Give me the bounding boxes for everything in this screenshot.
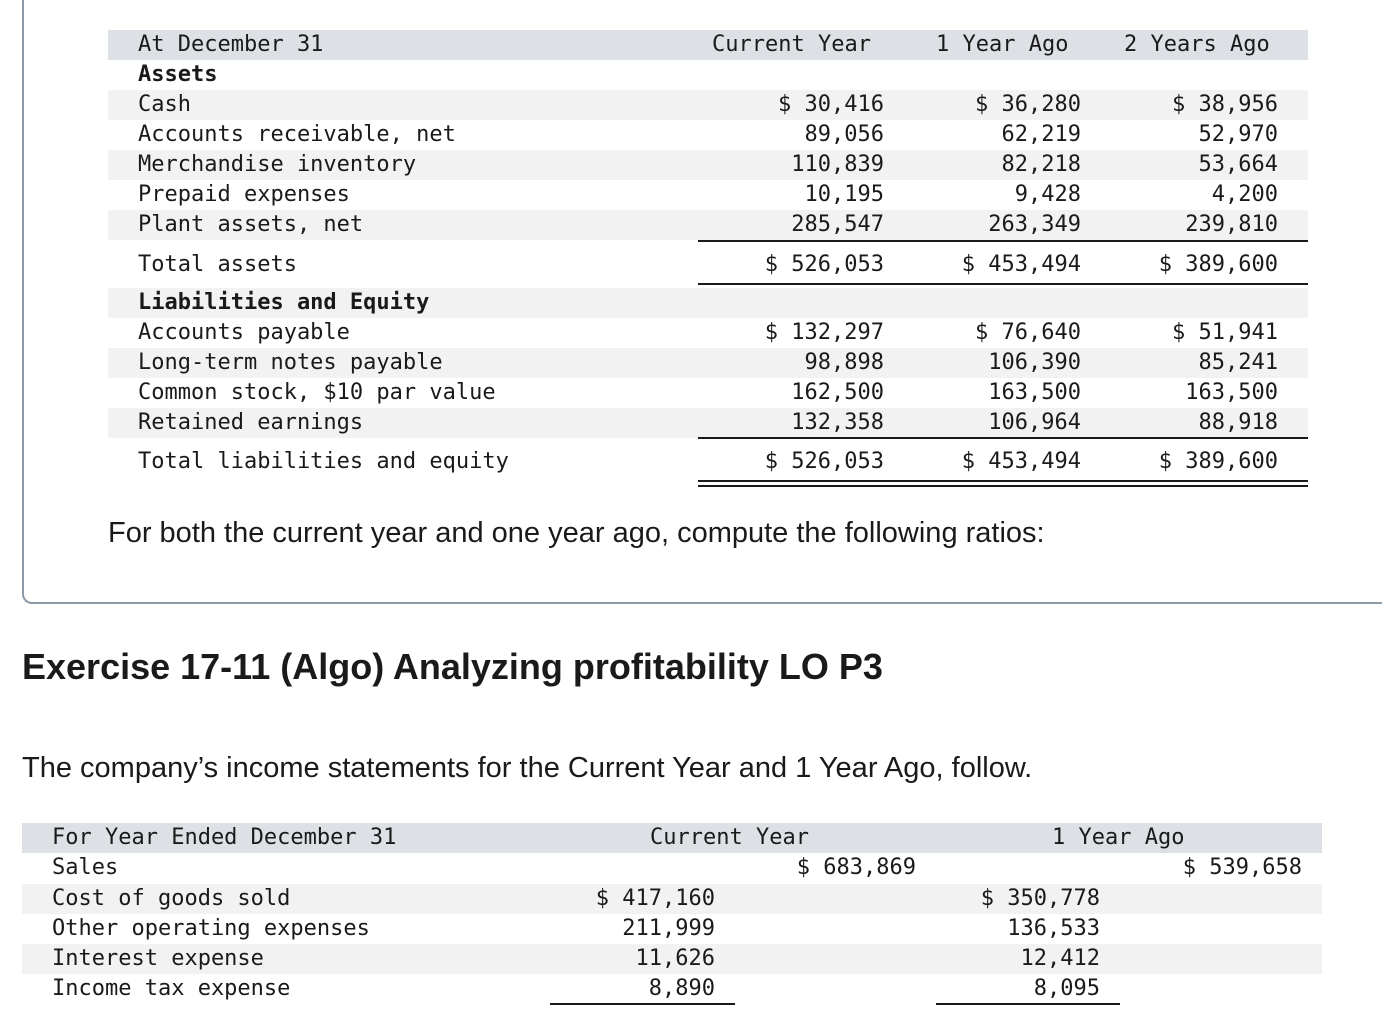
row-label: Cost of goods sold <box>52 886 291 911</box>
value-current: 10,195 <box>804 182 884 207</box>
header-current-year: Current Year <box>650 825 809 850</box>
value-current: $ 30,416 <box>778 92 884 117</box>
value-1-year-ago: $ 36,280 <box>975 92 1081 117</box>
value-1-year-ago: 9,428 <box>1014 182 1081 207</box>
row-label: Other operating expenses <box>52 916 370 941</box>
header-2-years-ago: 2 Years Ago <box>1124 32 1270 57</box>
value-current: 132,358 <box>791 410 884 435</box>
value-current: $ 526,053 <box>764 252 884 277</box>
row-label: Prepaid expenses <box>138 182 350 207</box>
value-current: $ 417,160 <box>595 886 715 911</box>
value-2-years-ago: 52,970 <box>1198 122 1278 147</box>
value-1-year-ago: $ 539,658 <box>1182 855 1302 880</box>
value-2-years-ago: $ 38,956 <box>1172 92 1278 117</box>
header-label: At December 31 <box>138 32 324 57</box>
subtotal-rule <box>698 437 1308 439</box>
row-label: Accounts receivable, net <box>138 122 456 147</box>
value-2-years-ago: 163,500 <box>1185 380 1278 405</box>
row-label: Sales <box>52 855 119 880</box>
value-2-years-ago: $ 51,941 <box>1172 320 1278 345</box>
value-1-year-ago: $ 453,494 <box>961 449 1081 474</box>
row-label: Interest expense <box>52 946 264 971</box>
row-label: Accounts payable <box>138 320 350 345</box>
intro-text: The company’s income statements for the Current Year and 1 Year Ago, follow. <box>22 752 1033 784</box>
value-2-years-ago: 53,664 <box>1198 152 1278 177</box>
value-current: $ 132,297 <box>764 320 884 345</box>
value-1-year-ago: $ 350,778 <box>980 886 1100 911</box>
section-liabilities-label: Liabilities and Equity <box>138 290 430 315</box>
row-label: Merchandise inventory <box>138 152 417 177</box>
value-1-year-ago: 263,349 <box>988 212 1081 237</box>
value-1-year-ago: 82,218 <box>1001 152 1081 177</box>
row-label: Common stock, $10 par value <box>138 380 496 405</box>
exercise-title: Exercise 17-11 (Algo) Analyzing profitability LO P3 <box>22 646 883 687</box>
row-label: Cash <box>138 92 191 117</box>
row-label: Total assets <box>138 252 297 277</box>
value-1-year-ago: 136,533 <box>1007 916 1100 941</box>
value-1-year-ago: $ 453,494 <box>961 252 1081 277</box>
value-1-year-ago: 8,095 <box>1033 976 1100 1001</box>
row-label: Plant assets, net <box>138 212 364 237</box>
value-current: 162,500 <box>791 380 884 405</box>
row-label: Long-term notes payable <box>138 350 443 375</box>
value-current: 98,898 <box>804 350 884 375</box>
value-current: 285,547 <box>791 212 884 237</box>
subtotal-rule <box>550 1003 735 1005</box>
value-current: $ 526,053 <box>764 449 884 474</box>
section-assets-label: Assets <box>138 62 218 87</box>
row-label: Income tax expense <box>52 976 291 1001</box>
value-current: 89,056 <box>804 122 884 147</box>
value-2-years-ago: $ 389,600 <box>1158 252 1278 277</box>
row-label: Total liabilities and equity <box>138 449 509 474</box>
value-1-year-ago: 12,412 <box>1020 946 1100 971</box>
value-1-year-ago: 106,964 <box>988 410 1081 435</box>
value-2-years-ago: 85,241 <box>1198 350 1278 375</box>
value-current: 110,839 <box>791 152 884 177</box>
value-1-year-ago: 163,500 <box>988 380 1081 405</box>
value-2-years-ago: 4,200 <box>1211 182 1278 207</box>
subtotal-rule <box>698 240 1308 242</box>
value-2-years-ago: 88,918 <box>1198 410 1278 435</box>
value-2-years-ago: $ 389,600 <box>1158 449 1278 474</box>
header-1-year-ago: 1 Year Ago <box>936 32 1069 57</box>
value-current: $ 683,869 <box>796 855 916 880</box>
header-1-year-ago: 1 Year Ago <box>1052 825 1185 850</box>
value-current: 11,626 <box>635 946 715 971</box>
row-label: Retained earnings <box>138 410 364 435</box>
value-current: 8,890 <box>648 976 715 1001</box>
value-current: 211,999 <box>622 916 715 941</box>
header-label: For Year Ended December 31 <box>52 825 397 850</box>
header-current-year: Current Year <box>712 32 871 57</box>
total-double-rule <box>698 480 1308 487</box>
value-1-year-ago: $ 76,640 <box>975 320 1081 345</box>
instruction-text: For both the current year and one year ago, compute the following ratios: <box>108 517 1045 549</box>
subtotal-rule <box>936 1003 1120 1005</box>
value-1-year-ago: 106,390 <box>988 350 1081 375</box>
value-1-year-ago: 62,219 <box>1001 122 1081 147</box>
value-2-years-ago: 239,810 <box>1185 212 1278 237</box>
